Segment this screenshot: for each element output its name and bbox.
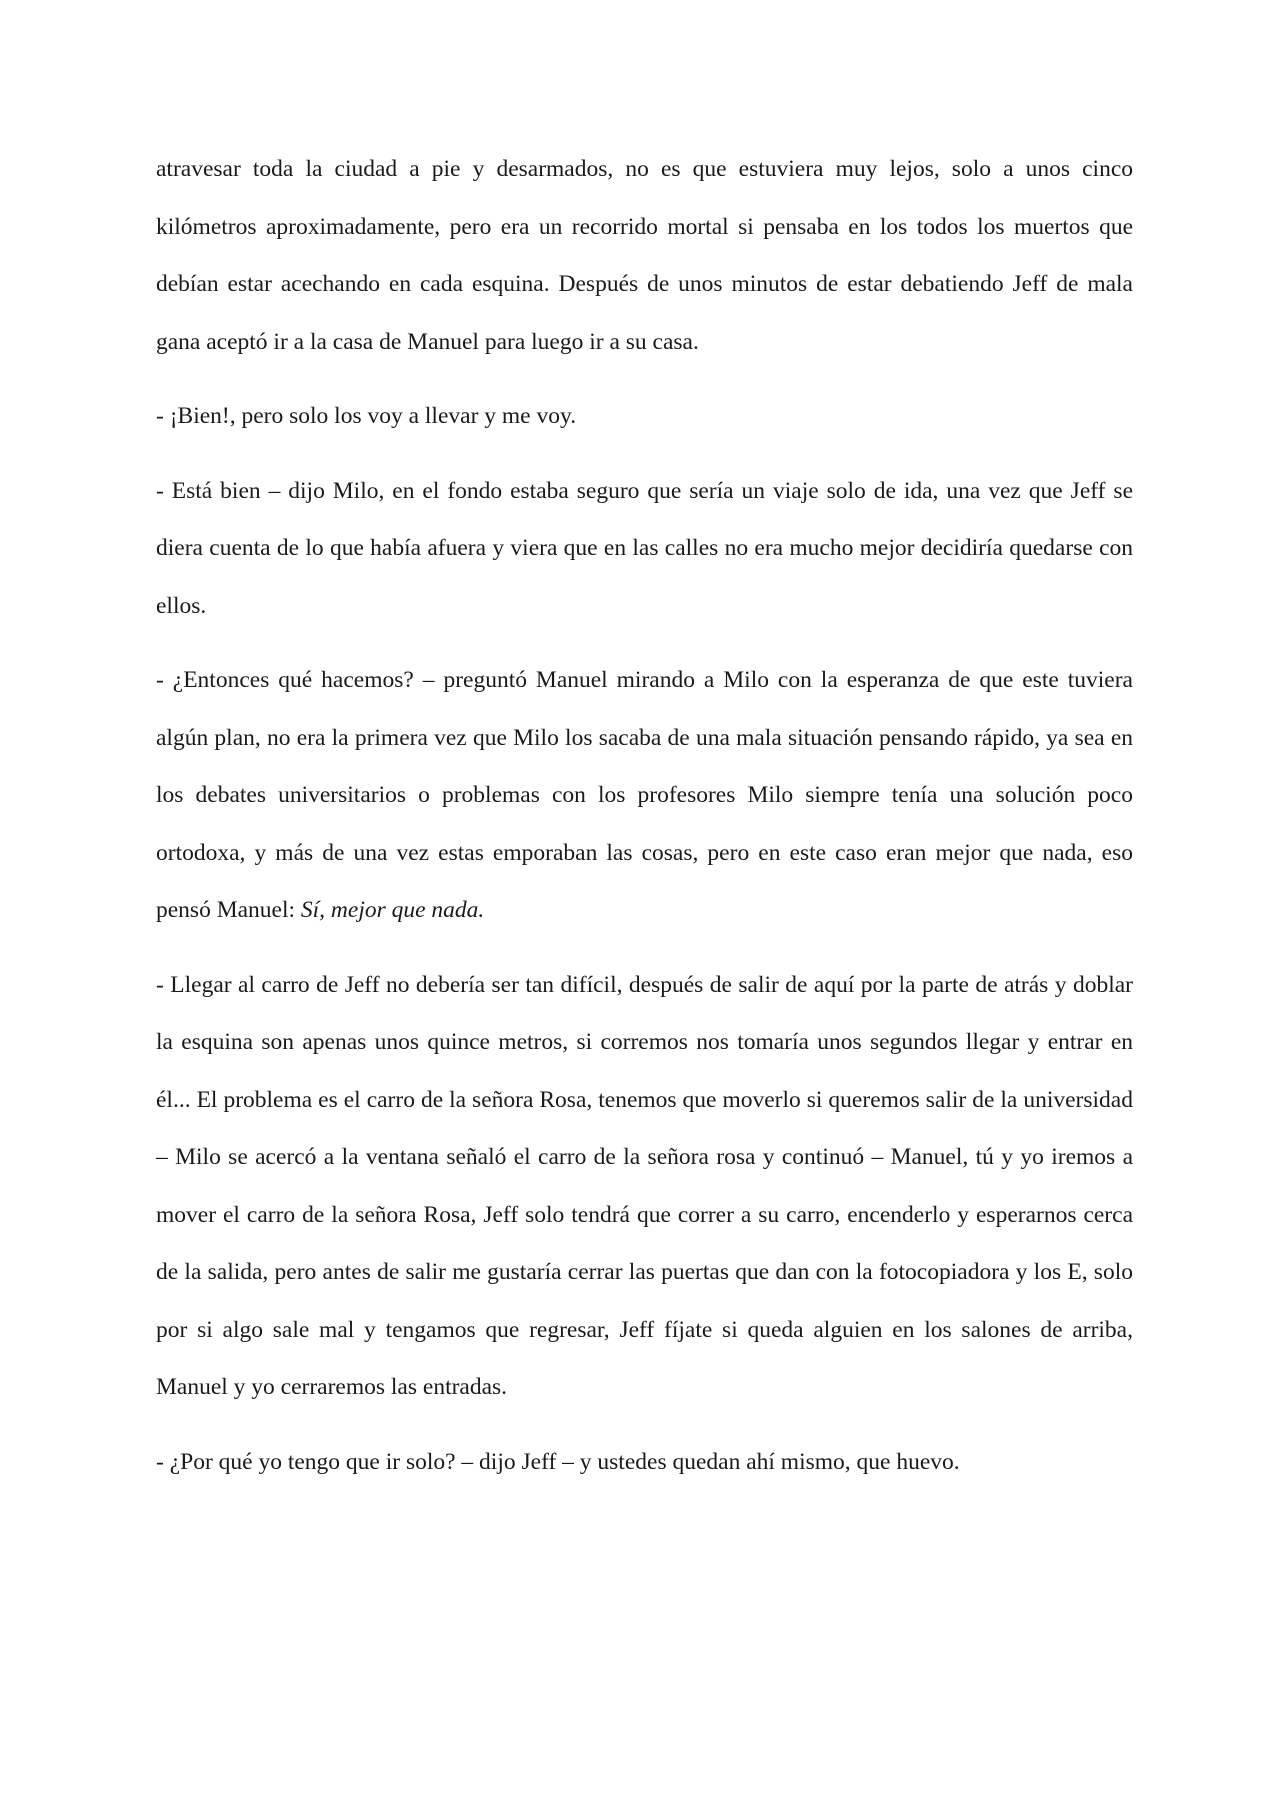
paragraph-text: - ¡Bien!, pero solo los voy a llevar y me voy. xyxy=(156,403,577,429)
dialogue-paragraph xyxy=(156,957,1133,1417)
dialogue-paragraph xyxy=(156,463,1133,636)
paragraph-text: - Llegar al carro de Jeff no debería ser tan difícil, después de salir de aquí por la parte de atrás y doblar la esquina son apenas unos quince metros, si corremos nos tomaría unos segundos llegar y entrar en él... El problema es el carro de la señora Rosa, tenemos que moverlo si queremos salir de la universidad – Milo se acercó a la ventana señaló el carro de la señora rosa y continuó – Manuel, tú y yo iremos a mover el carro de la señora Rosa, Jeff solo tendrá que correr a su carro, encenderlo y esperarnos cerca de la salida, pero antes de salir me gustaría cerrar las puertas que dan con la fotocopiadora y los E, solo por si algo sale mal y tengamos que regresar, Jeff fíjate si queda alguien en los salones de arriba, Manuel y yo cerraremos las entradas. xyxy=(156,971,1133,1400)
dialogue-paragraph xyxy=(156,388,1133,446)
italic-thought: Sí, mejor que nada. xyxy=(300,897,485,923)
paragraph-text: - ¿Entonces qué hacemos? – preguntó Manuel mirando a Milo con la esperanza de que este tuviera algún plan, no era la primera vez que Milo los sacaba de una mala situación pensando rápido, ya sea en los debates universitarios o problemas con los profesores Milo siempre tenía una solución poco ortodoxa, y más de una vez estas emporaban las cosas, pero en este caso eran mejor que nada, eso pensó Manuel: xyxy=(156,667,1133,923)
dialogue-paragraph xyxy=(156,1434,1133,1492)
dialogue-paragraph xyxy=(156,652,1133,940)
paragraph-text: atravesar toda la ciudad a pie y desarmados, no es que estuviera muy lejos, solo a unos cinco kilómetros aproximadamente, pero era un recorrido mortal si pensaba en los todos los muertos que debían estar acechando en cada esquina. Después de unos minutos de estar debatiendo Jeff de mala gana aceptó ir a la casa de Manuel para luego ir a su casa. xyxy=(156,156,1133,355)
paragraph-text: - ¿Por qué yo tengo que ir solo? – dijo Jeff – y ustedes quedan ahí mismo, que huevo. xyxy=(156,1448,960,1475)
paragraph-text: - Está bien – dijo Milo, en el fondo estaba seguro que sería un viaje solo de ida, una vez que Jeff se diera cuenta de lo que había afuera y viera que en las calles no era mucho mejor decidiría quedarse con ellos. xyxy=(156,477,1133,619)
paragraph xyxy=(156,141,1133,371)
